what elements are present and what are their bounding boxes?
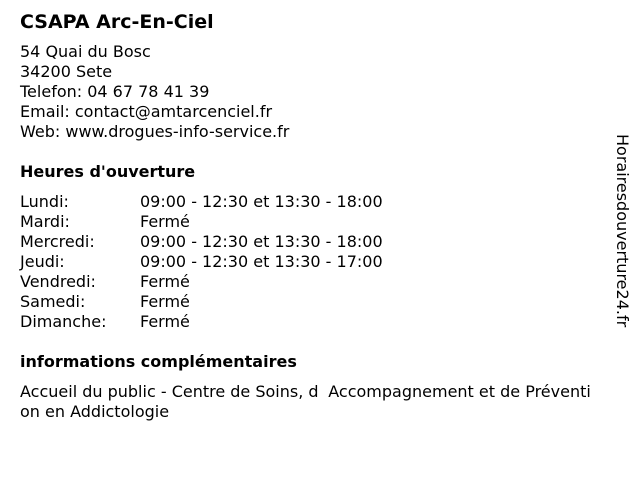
day-hours: 09:00 - 12:30 et 13:30 - 18:00 [140, 232, 383, 251]
hours-row-thursday [20, 252, 610, 272]
day-hours: Fermé [140, 212, 190, 231]
business-card [20, 10, 610, 422]
day-label: Mercredi: [20, 232, 95, 251]
address-city: 34200 Sete [20, 62, 113, 81]
day-hours: 09:00 - 12:30 et 13:30 - 18:00 [140, 192, 383, 211]
page-title: CSAPA Arc-En-Ciel [20, 11, 214, 33]
address-street: 54 Quai du Bosc [20, 42, 151, 61]
hours-heading: Heures d'ouverture [20, 162, 196, 181]
side-brand-watermark: Horairesdouverture24.fr [613, 134, 632, 328]
hours-row-monday [20, 192, 610, 212]
day-label: Vendredi: [20, 272, 96, 291]
phone-number: Telefon: 04 67 78 41 39 [20, 82, 210, 101]
day-hours: Fermé [140, 312, 190, 331]
hours-row-wednesday [20, 232, 610, 252]
day-hours: Fermé [140, 292, 190, 311]
website: Web: www.drogues-info-service.fr [20, 122, 290, 141]
email-address: Email: contact@amtarcenciel.fr [20, 102, 273, 121]
day-label: Lundi: [20, 192, 69, 211]
day-label: Mardi: [20, 212, 70, 231]
day-label: Jeudi: [20, 252, 65, 271]
hours-row-tuesday [20, 212, 610, 232]
info-heading: informations complémentaires [20, 352, 297, 371]
hours-row-friday [20, 272, 610, 292]
day-label: Samedi: [20, 292, 86, 311]
day-label: Dimanche: [20, 312, 107, 331]
day-hours: 09:00 - 12:30 et 13:30 - 17:00 [140, 252, 383, 271]
day-hours: Fermé [140, 272, 190, 291]
hours-table [20, 192, 610, 332]
hours-row-saturday [20, 292, 610, 312]
info-description: Accueil du public - Centre de Soins, dAccompagnement et de Prévention en Addictologie [20, 382, 591, 421]
address-block [20, 42, 610, 142]
hours-row-sunday [20, 312, 610, 332]
